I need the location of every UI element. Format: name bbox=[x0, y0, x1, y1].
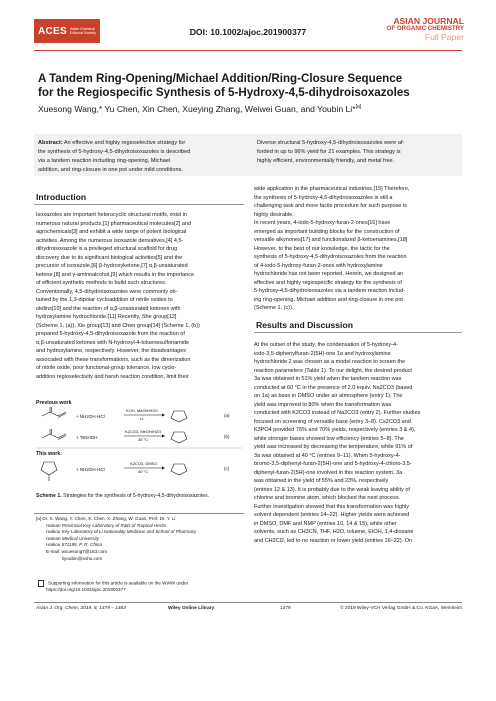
label-c: (c) bbox=[224, 466, 230, 471]
isoxazoline-product-a bbox=[171, 411, 187, 422]
arrowhead-a bbox=[162, 414, 165, 417]
intro-line: olefins[10] and the reaction of α,β-unsaturated ketones with bbox=[36, 305, 181, 312]
results-line: chlorine and bromine atom, which blocked the next process. bbox=[254, 495, 401, 501]
results-line: solvent dependent (entries 14–22). Higher yields were achieved bbox=[254, 512, 410, 518]
cond-c-bottom: 40 °C bbox=[138, 469, 149, 474]
intro-line: addition regioselectivity and harsh reaction condition, limit their bbox=[36, 373, 189, 380]
intro-line: of efficient synthetic methods to build such structures. bbox=[36, 280, 167, 286]
label-a: (a) bbox=[224, 413, 230, 418]
intro-line: However, to the best of our knowledge, the tactic for the bbox=[254, 245, 390, 252]
journal-name: ASIAN JOURNAL OF ORGANIC CHEMISTRY Full Paper bbox=[386, 16, 464, 42]
header-divider bbox=[34, 50, 462, 51]
intro-line: agrochemicals[3] and exhibit a wide range of potent biological bbox=[36, 229, 187, 235]
reagent-b: + TsNHOH bbox=[76, 435, 98, 440]
isoxazoline-product-c bbox=[171, 464, 187, 475]
intro-line: the synthesis of 5-hydroxy-4,5-dihydroisoxazoles is still a bbox=[254, 194, 393, 201]
results-line: K3PO4 provided 76% and 70% yields, respectively (entries 3 & 4), bbox=[254, 427, 416, 433]
intro-line: ing ring-opening, Michael addition and ring-closure in one pot bbox=[254, 296, 403, 303]
footnote-rule bbox=[34, 513, 244, 514]
email-link[interactable]: E-mail: wxuesong7@163.com bbox=[46, 548, 108, 554]
results-line: 3a was obtained in 51% yield when the tandem reaction was bbox=[254, 376, 402, 382]
logo-sub: Asian Chemical Editorial Society bbox=[69, 27, 96, 35]
results-heading: Results and Discussion bbox=[256, 320, 353, 330]
author-list: Xuesong Wang,* Yu Chen, Xin Chen, Xueying Zhang, Weiwei Guan, and Youbin Li*[a] bbox=[38, 104, 362, 114]
affiliation-footnote: [a] Dr. X. Wang, Y. Chen, X. Chen, X. Zhang, W. Guan, Prof. Dr. Y. Li Hainan Provincial Key Laboratory of R&D of Tropical Herbs Haikou Key Laboratory of Li Nationality Medicine and School of Pharmacy Hainan Medical University Haikou 571199, P. R. China E-mail: wxuesong7@163.com liyoubin@sohu.com bbox=[36, 516, 246, 562]
isoxazoline-product-b bbox=[171, 432, 187, 443]
article-title: A Tandem Ring-Opening/Michael Addition/Ring-Closure Sequence for the Regiospecific Synthesis of 5-Hydroxy-4,5-dihydroisoxazoles bbox=[38, 72, 410, 99]
results-line: yield was increased by decreasing the temperature, while 91% of bbox=[254, 444, 413, 450]
arrowhead-c bbox=[162, 467, 165, 470]
footer-rule bbox=[34, 602, 462, 603]
intro-text-right bbox=[254, 185, 462, 313]
intro-line: of 4-iodo-5-hydroxy-furan-2-ones with hydroxylamine bbox=[254, 262, 383, 269]
intro-line: effective and highly regiospecific strategy for the synthesis of bbox=[254, 279, 402, 286]
footer-citation: Asian J. Org. Chem. 2019, 8, 1479 – 1483 bbox=[36, 606, 126, 611]
intro-line: dihydroisoxazole is a privileged structural scaffold for drug bbox=[36, 246, 178, 252]
intro-line: In recent years, 4-iodo-5-hydroxy-furan-2-ones[16] have bbox=[254, 220, 391, 226]
results-line: At the outset of the study, the condensation of 5-hydroxy-4- bbox=[254, 342, 398, 348]
results-line: reaction parameters (Table 1). To our delight, the desired product bbox=[254, 367, 412, 374]
results-line: bromo-3,5-diphenyl-furan-2(5H)-one and 5-hydroxy-4-chloro-3,5- bbox=[254, 461, 412, 467]
intro-line: (Scheme 1, (c)). bbox=[254, 305, 294, 311]
intro-line: ketone,[8] and γ-aminoalcohol,[9] which results in the importance bbox=[36, 271, 195, 278]
intro-line: challenging task and more facile procedure for such purpose is bbox=[254, 203, 407, 209]
results-line: hydrochloride 2 was chosen as a model reaction to screen the bbox=[254, 359, 406, 365]
results-line: (entries 12 & 13). It is probably due to the weak leaving ability of bbox=[254, 486, 410, 493]
page-number: 1479 bbox=[280, 606, 291, 611]
scheme-1 bbox=[34, 398, 244, 490]
scheme-previous-work-label: Previous work bbox=[36, 400, 72, 406]
intro-rule bbox=[34, 204, 244, 205]
intro-text-left bbox=[36, 211, 244, 381]
intro-line: of nitrile oxide, poor functional-group tolerance, low cyclo- bbox=[36, 365, 177, 371]
results-line: conducted at 60 °C in the presence of 2.0 equiv. Na2CO3 (based bbox=[254, 384, 413, 391]
intro-line: α,β-unsaturated ketones with N-hydroxyl-4-toluenesulfonamide bbox=[36, 339, 190, 346]
results-line: yield was improved to 80% when the transformation was bbox=[254, 401, 392, 408]
enone-structure bbox=[42, 407, 66, 418]
abstract-left: Abstract: An effective and highly regioselective strategy for the synthesis of 5-hydroxy-4,5-dihydroisoxazoles is described via a tandem reaction including ring-opening, Michael addition, and ring-closure in one pot under mild conditions. bbox=[38, 140, 191, 173]
intro-line: associated with these transformations, such as the dimerization bbox=[36, 356, 191, 363]
results-line: Further investigation showed that this transformation was highly bbox=[254, 503, 409, 510]
intro-line: wide application in the pharmaceutical industries.[15] Therefore, bbox=[254, 186, 410, 192]
results-line: focused on screening of versatile base (entry 3–8). Cs2CO3 and bbox=[254, 418, 411, 425]
results-line: in DMSO, DMF and NMP (entries 10, 14 & 15), while other bbox=[254, 520, 397, 527]
intro-line: synthesis of 5-hydroxy-4,5-dihydroisoxazoles from the reaction bbox=[254, 254, 407, 260]
intro-line: emerged as important building blocks for the construction of bbox=[254, 228, 400, 235]
cond-b-top: K2CO3, MeOH/H2O bbox=[125, 429, 162, 434]
scheme-graphic bbox=[34, 398, 244, 490]
label-b: (b) bbox=[224, 434, 230, 439]
supporting-info-link[interactable]: https://doi.org/10.1002/ajoc.201900377 bbox=[46, 587, 126, 593]
intro-line: versatile alkynones[17] and functionalized β-ketoenamines.[18] bbox=[254, 237, 408, 243]
intro-line: discovery due to its significant biological activities[5] and the bbox=[36, 254, 183, 261]
intro-line: precursor of isoxazole,[6] β-hydroxyketone,[7] α,β-unsaturated bbox=[36, 263, 188, 269]
logo-main: ACES bbox=[38, 25, 67, 37]
scheme-this-work-label: This work: bbox=[36, 451, 62, 457]
intro-line: hydrochloride has not been reported. Herein, we designed an bbox=[254, 271, 404, 277]
results-line: conducted with K2CO3 instead of Na2CO3 (entry 2). Further studies bbox=[254, 410, 421, 416]
results-line: while stronger bases showed low efficiency (entries 5–8). The bbox=[254, 435, 404, 442]
results-line: solvents, such as CH3CN, THF, H2O, toluene, EtOH, 1,4-dioxane bbox=[254, 529, 414, 535]
iodofuranone-structure bbox=[41, 462, 57, 481]
intro-line: and hydroxylamine, respectively. However, the disadvantages bbox=[36, 348, 187, 354]
intro-line: Conventionally, 4,5-dihydroisoxazoles were commonly ob- bbox=[36, 288, 178, 295]
results-line: iodo-3,5-diphenylfuran-2(5H)-one 1a and hydroxylamine bbox=[254, 350, 391, 357]
intro-line: Isoxazoles are important heterocyclic structural motifs, exist in bbox=[36, 212, 188, 218]
intro-line: hydroxylamine hydrochloride.[11] Recently, She group[12] bbox=[36, 314, 177, 320]
intro-heading: Introduction bbox=[36, 192, 87, 202]
copyright: © 2019 Wiley-VCH Verlag GmbH & Co. KGaA, Weinheim bbox=[340, 606, 462, 611]
doi-header[interactable]: DOI: 10.1002/ajoc.201900377 bbox=[189, 27, 307, 37]
results-line: diphenyl-furan-2(5H)-one involved in this reaction system, 3a bbox=[254, 469, 403, 476]
intro-line: prepared 5-hydroxy-4,5-dihydroisoxazole from the reaction of bbox=[36, 331, 185, 337]
cond-b-bottom: 35 °C bbox=[138, 437, 149, 442]
results-line: and CH2Cl2, led to no reaction or lower yield (entries 16–22). On bbox=[254, 537, 413, 544]
cond-a-top: KOH, MeOH/H2O bbox=[126, 408, 158, 413]
cond-c-top: K2CO3, DMSO bbox=[130, 461, 158, 466]
reagent-c: + NH2OH·HCl bbox=[76, 467, 105, 472]
abstract-right: Diverse structural 5-hydroxy-4,5-dihydroisoxazoles were af- forded in up to 96% yield for 21 examples. This strategy is highly efficient, environmentally friendly, and metal free. bbox=[257, 140, 405, 164]
intro-line: highly desirable. bbox=[254, 211, 294, 218]
wiley-online-library-link[interactable]: Wiley Online Library bbox=[168, 606, 215, 611]
results-line: 3a was obtained at 40 °C (entries 9–11). When 5-hydroxy-4- bbox=[254, 452, 401, 459]
intro-line: numerous natural products,[1] pharmaceutical molecules[2] and bbox=[36, 220, 192, 227]
intro-line: 5-hydroxy-4,5-dihydroisoxazoles via a tandem reaction includ- bbox=[254, 288, 406, 294]
reagent-a: + NH2OH·HCl bbox=[76, 414, 105, 419]
arrowhead-b bbox=[162, 435, 165, 438]
scheme-caption: Scheme 1. Strategies for the synthesis of 5-hydroxy-4,5-dihydroisoxazoles. bbox=[36, 493, 210, 499]
document-icon bbox=[38, 580, 44, 587]
abstract-box bbox=[34, 134, 462, 176]
results-text bbox=[254, 341, 462, 545]
cond-a-bottom: r.t. bbox=[140, 416, 145, 421]
supporting-info: Supporting information for this article is available on the WWW under https://doi.org/10.1002/ajoc.201900377 bbox=[36, 580, 244, 594]
email-link-2[interactable]: liyoubin@sohu.com bbox=[62, 555, 103, 561]
intro-line: tained by the 1,3-dipolar cycloaddition of nitrile oxides to bbox=[36, 297, 173, 303]
results-rule bbox=[254, 332, 462, 333]
intro-line: (Scheme 1, (a)), Xie group[13] and Chen group[14] (Scheme 1, (b)) bbox=[36, 322, 200, 329]
intro-line: activities. Among the numerous isoxazole derivatives,[4] 4,5- bbox=[36, 237, 184, 244]
results-line: on 1a) as base in DMSO under air atmosphere (entry 1). The bbox=[254, 393, 403, 399]
enone-structure-b bbox=[42, 429, 66, 440]
results-line: was obtained in the yield of 55% and 23%, respectively bbox=[254, 478, 389, 484]
